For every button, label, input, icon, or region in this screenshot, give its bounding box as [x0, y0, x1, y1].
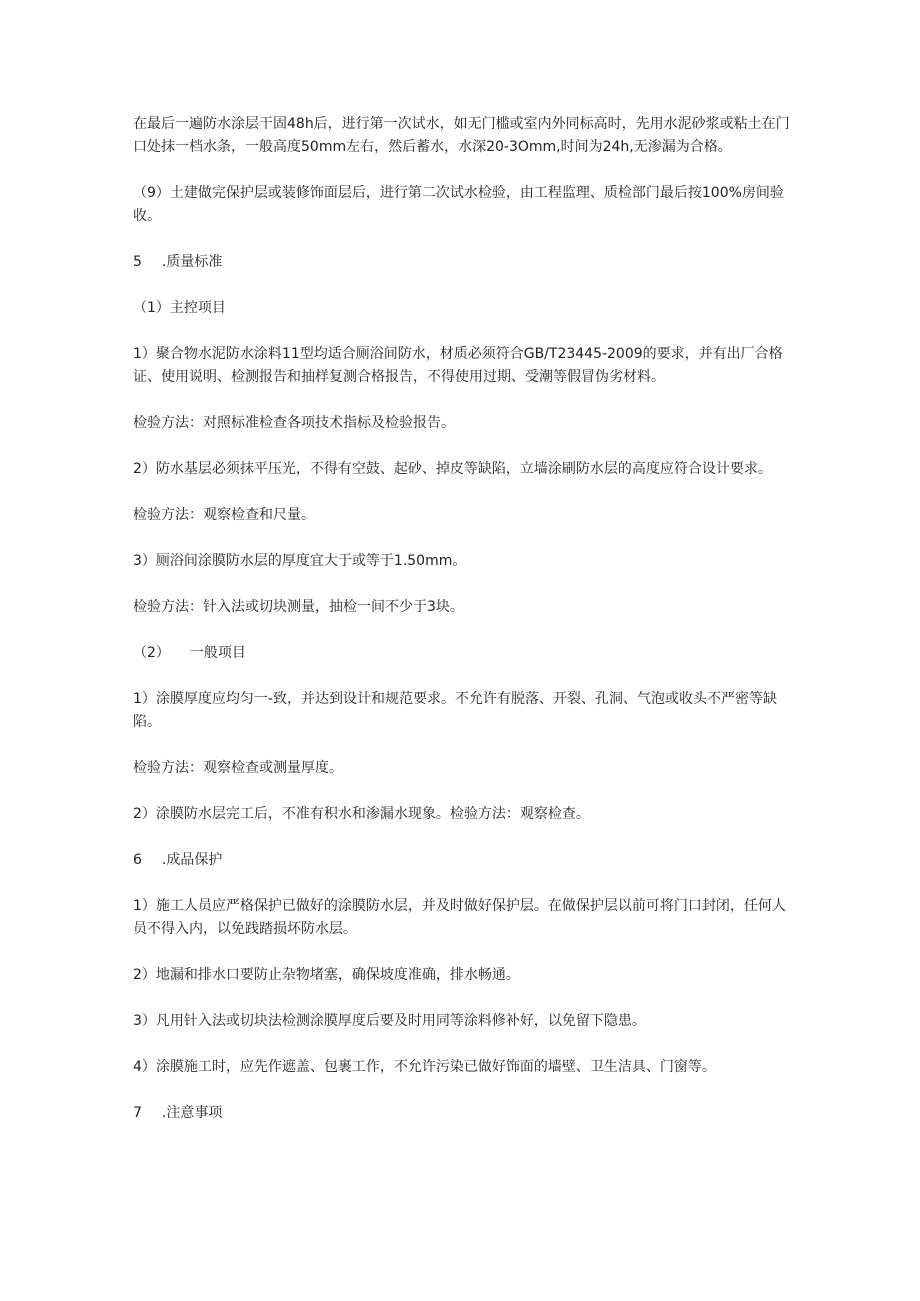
paragraph-main-item-2: 2）防水基层必须抹平压光，不得有空鼓、起砂、掉皮等缺陷，立墙涂刷防水层的高度应符合设计要求。 [133, 461, 772, 477]
document-body [133, 113, 793, 1148]
section-heading-precautions: 7 .注意事项 [133, 1105, 223, 1121]
paragraph-general-item-1: 1）涂膜厚度应均匀一-致，并达到设计和规范要求。不允许有脱落、开裂、孔洞、气泡或收头不严密等缺陷。 [133, 691, 777, 730]
subheading-general-items: （2） 一般项目 [133, 645, 246, 661]
paragraph-general-item-2: 2）涂膜防水层完工后，不准有积水和渗漏水现象。检验方法：观察检查。 [133, 806, 590, 822]
paragraph-protection-item-4: 4）涂膜施工时，应先作遮盖、包裹工作，不允许污染已做好饰面的墙壁、卫生洁具、门窗等。 [133, 1059, 716, 1075]
paragraph-inspection-method-4: 检验方法：观察检查或测量厚度。 [133, 760, 343, 776]
paragraph-inspection-method-2: 检验方法：观察检查和尺量。 [133, 507, 315, 523]
paragraph-inspection-method-1: 检验方法：对照标准检查各项技术指标及检验报告。 [133, 415, 455, 431]
paragraph-protection-item-1: 1）施工人员应严格保护已做好的涂膜防水层，并及时做好保护层。在做保护层以前可将门口封闭，任何人员不得入内，以免践踏损坏防水层。 [133, 898, 786, 937]
paragraph-protection-item-3: 3）凡用针入法或切块法检测涂膜厚度后要及时用同等涂料修补好，以免留下隐患。 [133, 1013, 646, 1029]
paragraph-protection-item-2: 2）地漏和排水口要防止杂物堵塞，确保坡度准确，排水畅通。 [133, 967, 520, 983]
paragraph-main-item-3: 3）厕浴间涂膜防水层的厚度宜大于或等于1.50mm。 [133, 553, 467, 569]
subheading-main-control-items: （1）主控项目 [133, 300, 226, 316]
section-heading-product-protection: 6 .成品保护 [133, 852, 223, 868]
section-heading-quality-standard: 5 .质量标准 [133, 254, 223, 270]
paragraph-first-water-test: 在最后一遍防水涂层干固48h后，进行第一次试水，如无门槛或室内外同标高时，先用水泥砂浆或粘土在门口处抹一档水条，一般高度50mm左右，然后蓄水，水深20-3Omm,时间为24h,无渗漏为合格。 [133, 116, 790, 155]
paragraph-inspection-method-3: 检验方法：针入法或切块测量，抽检一间不少于3块。 [133, 599, 464, 615]
paragraph-second-water-test: （9）土建做完保护层或装修饰面层后，进行第二次试水检验，由工程监理、质检部门最后按100%房间验收。 [133, 185, 784, 224]
paragraph-main-item-1: 1）聚合物水泥防水涂料11型均适合厕浴间防水，材质必须符合GB/T23445-2009的要求，并有出厂合格证、使用说明、检测报告和抽样复测合格报告，不得使用过期、受潮等假冒伪劣材料。 [133, 346, 783, 385]
